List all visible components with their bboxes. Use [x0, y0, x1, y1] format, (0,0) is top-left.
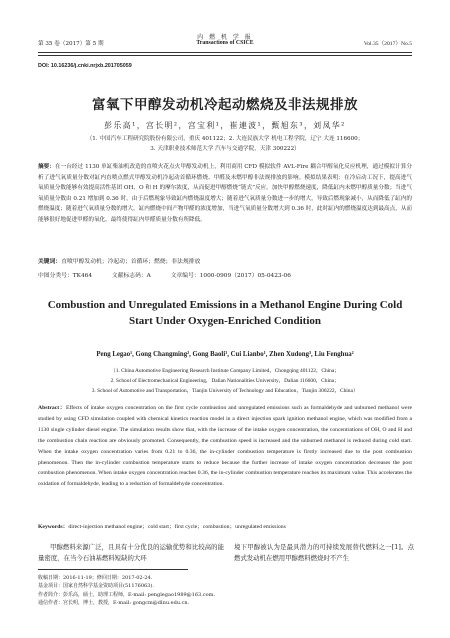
footnote-received: 收稿日期：2016-11-19；修回日期：2017-02-24.: [38, 575, 153, 581]
header-rule-thick: [38, 52, 412, 53]
clc-number: 中图分类号：TK464: [38, 273, 93, 279]
footnote-divider: [38, 569, 188, 570]
header-volume-cn: 第 35 卷（2017）第 5 期: [38, 41, 104, 47]
affiliation-en-line: 2. School of Electromechanical Engineering，Dalian Nationalities University，Dalian 116600，China；: [110, 378, 340, 384]
keywords-en-text: direct-injection methanol engine；cold start；first cycle；combustion；unregulated emissions: [68, 524, 286, 530]
abstract-en: [38, 403, 412, 490]
abstract-en-text: Effects of intake oxygen concentration on the first cycle combustion and unregulated emissions such as formaldehyde and unburned methanol were studied by using CFD simulation coupled with chemical kinetics reaction model in a direct injection spark ignition methanol engine, which was modified from a 1130 single cylinder diesel engine. The simulation results show that, with the increase of the intake oxygen concentration, the concentrations of OH, O and H and the combustion chain reaction are obviously promoted. Consequently, the combustion speed is increased and the unburned methanol is reduced during cold start. When the intake oxygen concentration varies from 0.21 to 0.36, the in-cylinder combustion temperature is firstly increased due to the post combustion phenomenon. Then the in-cylinder combustion temperature starts to reduce because the further increase of intake oxygen concentration decreases the post combustion phenomenon. When intake oxygen concentration reaches 0.36, the in-cylinder combustion temperature reaches its maximum value. This accelerates the oxidation of formaldehyde, leading to a reduction of formaldehyde concentration.: [38, 405, 412, 488]
classification-line: [38, 270, 412, 279]
authors-en: Peng Legao¹, Gong Changming², Gong Baoli¹, Cui Lianbo¹, Zhen Xudong³, Liu Fenghua²: [96, 351, 354, 358]
title-en: Combustion and Unregulated Emissions in a Methanol Engine During Cold Start Under Oxygen-Enriched Condition: [47, 299, 403, 327]
keywords-en: [38, 522, 412, 532]
title-cn: 富氧下甲醇发动机冷起动燃烧及非法规排放: [92, 97, 358, 113]
article-id: 文章编号：1000-0909（2017）05-0423-06: [170, 273, 291, 279]
abstract-en-label: Abstract：: [38, 405, 66, 411]
doi[interactable]: DOI: 10.16236/j.cnki.nrjxb.201705059: [38, 63, 132, 69]
affiliation-cn-line: （1. 中国汽车工程研究院股份有限公司，重庆 401122；2. 大连民族大学 机电工程学院，辽宁 大连 116600；: [86, 136, 364, 142]
keywords-en-label: Keywords：: [38, 524, 69, 530]
footnote-corresponding: 通信作者：宫长明，博士，教授，E-mail: gongcm@dlnu.edu.cn.: [38, 599, 190, 606]
footnote-funding: 基金项目：国家自然科学基金资助项目(51176063).: [38, 583, 154, 590]
body-text-left-column: 甲醇燃料来源广泛，且具有十分优良的运输优势和比较高的能量密度，在当今石油基燃料短缺的大环: [38, 543, 224, 562]
header-volume-en: Vol.35（2017）No.5: [363, 41, 412, 47]
abstract-cn-label: 摘要：: [38, 164, 55, 170]
header-journal-cn: 内 燃 机 学 报: [197, 34, 253, 41]
keywords-cn-text: 直喷甲醇发动机；冷起动；首循环；燃烧；非法规排放: [61, 259, 201, 265]
header-rule-thin: [38, 55, 412, 56]
running-header: [38, 26, 412, 52]
footnotes: [38, 574, 412, 607]
affiliation-en-line: （1. China Automotive Engineering Research Institute Company Limited，Chongqing 401122，China；: [110, 368, 340, 374]
affiliation-en-line: 3. School of Automotive and Transportation，Tianjin University of Technology and Education，Tianjin 300222，China）: [91, 388, 359, 394]
keywords-cn-label: 关键词：: [38, 259, 62, 265]
document-code: 文献标志码：A: [111, 273, 151, 279]
body-text-right-column: 境下甲醇被认为是最具潜力的可持续发展替代燃料之一[1]。点燃式发动机在燃用甲醇燃料燃烧时不产生: [234, 543, 414, 562]
authors-cn: 彭乐高¹，宫长明²，宫宝利¹，崔連波¹，甄旭东³，刘凤华²: [104, 121, 346, 130]
abstract-cn: [38, 162, 412, 225]
abstract-cn-text: 在一台经过 1130 单缸柴油机改造的直喷火花点火甲醇发动机上，利用商用 CFD 模拟软件 AVL-Fire 耦合甲醇氧化反应机理，通过模拟计算分析了进气氧质量分数对缸内直喷点燃式甲醇发动机冷起动首循环燃烧、甲醛及未燃甲醇非法规排放的影响。模拟结果表明：在冷启动工况下，提高进气氧质量分数能够有效提高活性基团 OH、O 和 H 的摩尔浓度，从而促进甲醇燃烧“链式”反应，加快甲醇燃烧速度，降低缸内未燃甲醇质量分数；当进气氧质量分数由 0.21 增加到 0.36 时，由于后燃现象导致缸内燃烧温度增大；随着进气氧质量分数进一步的增大，导致后燃现象减小，从而降低了缸内的燃烧温度；随着进气氧质量分数的增大，缸内燃烧中间产物甲醛的浓度增加，当进气氧质量分数增大到 0.36 时，此时缸内的燃烧温度达到最高点，从而能够很好地促进甲醛的氧化，最终使得缸内甲醛质量分数有所降低。: [38, 164, 413, 223]
affiliation-cn-line: 3. 天津职业技术师范大学 汽车与交通学院，天津 300222）: [150, 146, 300, 152]
footnote-author: 作者简介：彭乐高，硕士，助理工程师，E-mail: penglegao1989@163.com.: [38, 591, 215, 598]
keywords-cn: [38, 256, 412, 265]
header-journal-en: Transactions of CSICE: [196, 40, 254, 46]
